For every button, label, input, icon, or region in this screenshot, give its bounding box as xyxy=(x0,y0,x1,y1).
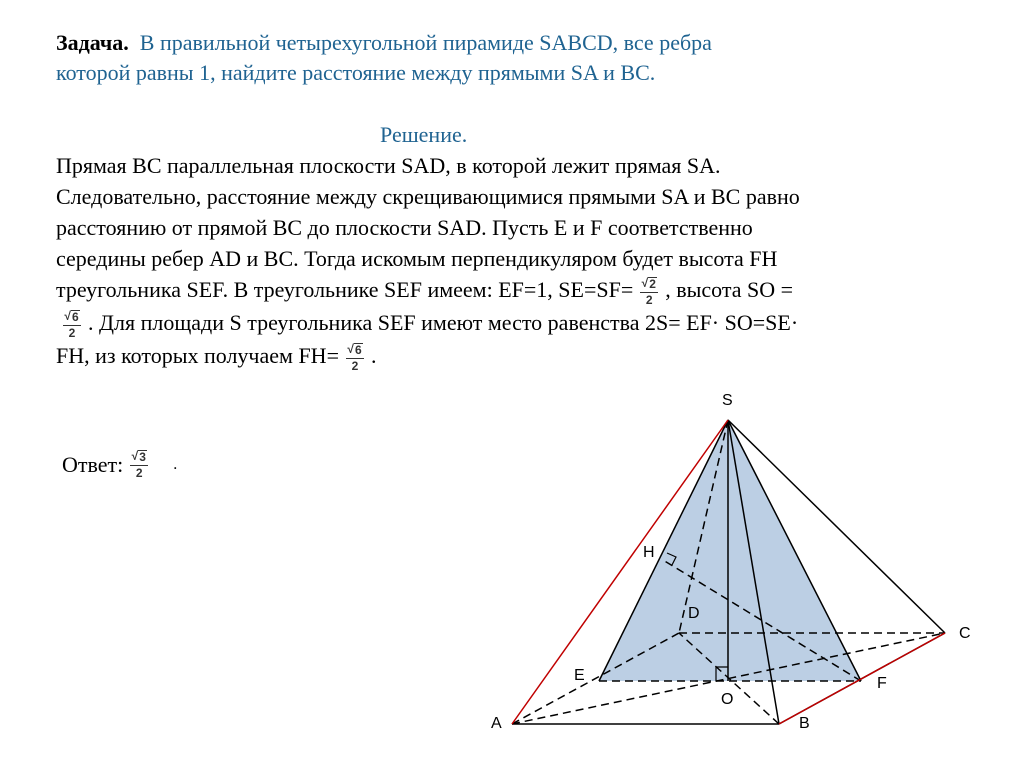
answer-fraction-sqrt3-over-2: √ 3 2 xyxy=(130,450,148,480)
fraction-sqrt6-over-2-fh: √ 6 2 xyxy=(346,343,364,373)
sqrt-sign-icon: √ xyxy=(641,275,649,290)
answer-label: Ответ: xyxy=(62,452,124,477)
point-label-d: D xyxy=(688,605,700,622)
point-label-f: F xyxy=(877,675,887,692)
solution-text-3: . Для площади S треугольника SEF имеют место равенства 2S= EF· SO=SE· FH, из которых получаем FH= xyxy=(56,309,799,368)
answer-end: . xyxy=(173,456,178,473)
point-label-c: C xyxy=(959,625,971,642)
problem-text: В правильной четырехугольной пирамиде SABCD, все ребра которой равны 1, найдите расстояние между прямыми SA и ВС. xyxy=(56,30,712,85)
sqrt-sign-icon: √ xyxy=(131,449,139,463)
problem-label: Задача. xyxy=(56,30,129,55)
sqrt-sign-icon: √ xyxy=(64,308,71,323)
point-label-h: H xyxy=(643,544,655,561)
solution-text-2: , высота SO = xyxy=(665,277,794,302)
point-label-o: O xyxy=(721,691,734,708)
solution-text-1: Прямая BC параллельная плоскости SAD, в которой лежит прямая SA. Следовательно, расстояние между скрещивающимися прямыми SA и BC равно расстоянию от прямой BC до плоскости SAD. Пусть E и F соответственно середины ребер AD и BC. Тогда искомым перпендикуляром будет высота FH треугольника SEF. В треугольнике SEF имеем: EF=1, SE=SF= xyxy=(56,153,800,302)
sqrt-sign-icon: √ xyxy=(347,341,354,356)
point-label-b: B xyxy=(799,715,810,732)
triangle-sef xyxy=(599,420,861,681)
point-label-e: E xyxy=(574,667,585,684)
fraction-sqrt6-over-2-height: √ 6 2 xyxy=(63,310,81,340)
fraction-sqrt2-over-2: √ 2 2 xyxy=(640,277,658,307)
point-label-a: A xyxy=(491,715,502,732)
solution-heading: Решение. xyxy=(380,122,468,147)
solution-text-4: . xyxy=(370,342,377,368)
point-label-s: S xyxy=(722,392,733,409)
